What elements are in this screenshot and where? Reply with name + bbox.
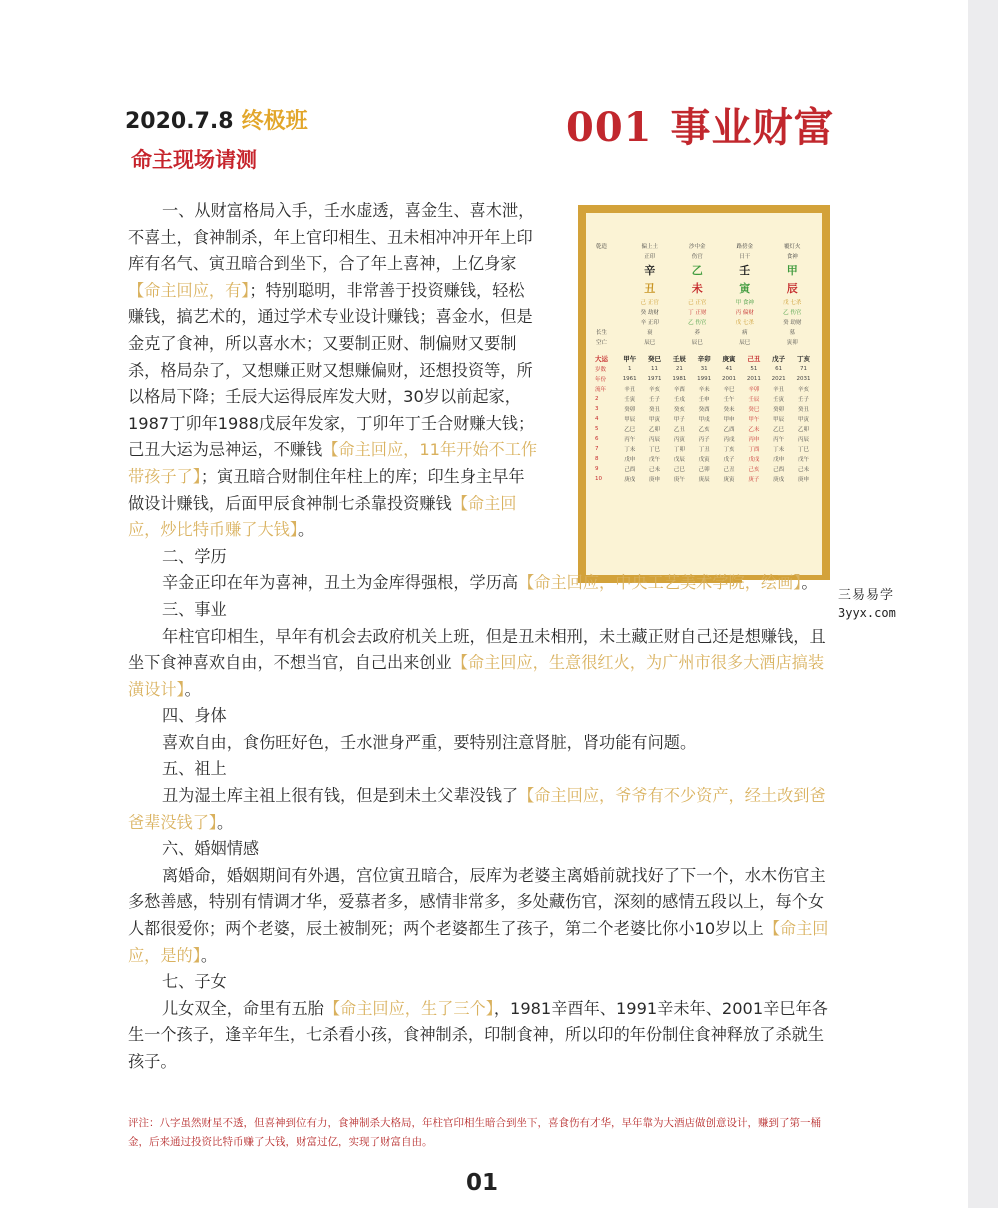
liunian-cell: 乙巳 bbox=[624, 427, 636, 433]
cell: 庚寅 bbox=[722, 355, 736, 363]
s2-end: 。 bbox=[801, 573, 818, 593]
cell: 1991 bbox=[697, 376, 712, 382]
cell: 戊 七杀 bbox=[735, 320, 754, 326]
cell: 辛 正印 bbox=[640, 320, 659, 326]
liunian-cell: 庚寅 bbox=[723, 477, 735, 483]
cell: 辰巳 bbox=[739, 340, 751, 346]
liunian-cell: 4 bbox=[595, 416, 599, 422]
cell: 养 bbox=[694, 330, 701, 336]
right-margin-bar bbox=[968, 0, 998, 1208]
liunian-cell: 壬申 bbox=[698, 397, 710, 403]
s5-reply: 【命主回应，爷爷有不少资产，经土改到爸爸辈没钱了】 bbox=[128, 786, 826, 832]
liunian-cell: 丁酉 bbox=[748, 447, 760, 453]
liunian-cell: 戊申 bbox=[773, 457, 785, 463]
liunian-cell: 丁丑 bbox=[698, 447, 710, 453]
article-body bbox=[128, 198, 832, 1076]
liunian-cell: 流年 bbox=[595, 387, 607, 393]
cell: 食神 bbox=[786, 254, 798, 260]
stem-yi: 乙 bbox=[691, 264, 703, 277]
liunian-cell: 戊子 bbox=[723, 457, 735, 463]
liunian-cell: 丙申 bbox=[748, 437, 760, 443]
cell: 2001 bbox=[722, 376, 736, 382]
liunian-cell: 戊午 bbox=[649, 457, 661, 463]
liunian-cell: 乙亥 bbox=[698, 427, 710, 433]
s1-reply-1: 【命主回应，有】 bbox=[128, 280, 250, 300]
liunian-cell: 癸酉 bbox=[698, 407, 710, 413]
section-4-paragraph: 喜欢自由，食伤旺好色，壬水泄身严重，要特别注意肾脏，肾功能有问题。 bbox=[162, 732, 697, 752]
cell: 墓 bbox=[789, 330, 795, 336]
liunian-cell: 辛亥 bbox=[649, 387, 661, 393]
liunian-cell: 乙丑 bbox=[673, 427, 685, 433]
s1-reply-2: 【命主回应，11年开始不工作带孩子了】 bbox=[128, 440, 538, 486]
liunian-cell: 辛卯 bbox=[748, 387, 760, 393]
liunian-cell: 丙辰 bbox=[798, 437, 810, 443]
cell: 岁数 bbox=[595, 367, 607, 373]
liunian-cell: 8 bbox=[595, 456, 599, 462]
stem-jia: 甲 bbox=[786, 264, 798, 277]
cell: 2031 bbox=[796, 376, 811, 382]
liunian-cell: 2 bbox=[595, 396, 599, 402]
liunian-cell: 甲辰 bbox=[624, 417, 636, 423]
liunian-cell: 9 bbox=[595, 466, 599, 472]
cell: 71 bbox=[800, 366, 808, 372]
liunian-cell: 庚辰 bbox=[698, 477, 710, 483]
s6-text: 离婚命，婚姻期间有外遇，宫位寅丑暗合，辰库为老婆主离婚前就找好了下一个，水木伤官主多愁善感，特别有情调才华，爱慕者多，感情非常多，多处藏伤官，深刻的感情五段以上，每个女人都很爱你；两个老婆，辰土被制死；两个老婆都生了孩子，第二个老婆比你小10岁以上 bbox=[128, 865, 826, 939]
s5-end: 。 bbox=[217, 812, 234, 832]
section-6-paragraph bbox=[128, 863, 832, 969]
s1-text-2: ；特别聪明，非常善于投资赚钱，轻松赚钱，搞艺术的，通过学术专业设计赚钱；喜金水，但是金克了食神，所以喜水木；又要制正财、制偏财又要制杀，格局杂了，又想赚正财又想赚偏财，还想投资等，所以格局下降；壬辰大运得辰库发大财，30岁以前起家，1987丁卯年1988戊辰年发家，丁卯年丁壬合财赚大钱；己丑大运为忌神运，不赚钱 bbox=[128, 280, 535, 460]
liunian-cell: 庚戌 bbox=[773, 477, 785, 483]
cell: 己丑 bbox=[747, 355, 761, 363]
s7-text: 儿女双全，命里有五胎 bbox=[162, 998, 324, 1018]
section-6-heading: 六、婚姻情感 bbox=[162, 839, 260, 859]
cell: 31 bbox=[700, 366, 708, 372]
liunian-cell: 丁巳 bbox=[649, 447, 661, 453]
cell: 51 bbox=[750, 366, 758, 372]
liunian-cell: 辛丑 bbox=[624, 387, 636, 393]
s1-end: 。 bbox=[297, 520, 315, 540]
branch-chou: 丑 bbox=[644, 282, 656, 295]
liunian-cell: 癸未 bbox=[723, 407, 735, 413]
liunian-cell: 壬辰 bbox=[748, 397, 760, 403]
page-title bbox=[566, 96, 835, 153]
s1-text: 一、从财富格局入手，壬水虚透，喜金生、喜木泄，不喜土，食神制杀，年上官印相生、丑未相冲冲开年上印库有名气、寅丑暗合到坐下，合了年上喜神，上亿身家 bbox=[128, 201, 535, 274]
liunian-cell: 5 bbox=[595, 426, 599, 432]
s1-reply-3: 【命主回应，炒比特币赚了大钱】 bbox=[128, 493, 517, 540]
cell: 1971 bbox=[647, 376, 662, 382]
branch-chen: 辰 bbox=[786, 282, 798, 295]
liunian-cell: 己卯 bbox=[698, 467, 710, 473]
liunian-cell: 己酉 bbox=[773, 467, 785, 473]
stem-xin: 辛 bbox=[644, 264, 656, 277]
cell: 衰 bbox=[647, 330, 653, 336]
liunian-cell: 甲午 bbox=[748, 417, 760, 423]
cell: 癸 劫财 bbox=[640, 310, 659, 316]
section-5-heading: 五、祖上 bbox=[162, 759, 227, 779]
section-1-paragraph bbox=[128, 198, 540, 544]
page-number: 01 bbox=[466, 1170, 499, 1196]
liunian-cell: 庚戌 bbox=[624, 477, 636, 483]
liunian-cell: 壬戌 bbox=[673, 397, 685, 403]
cell: 1961 bbox=[622, 376, 637, 382]
liunian-cell: 丙辰 bbox=[649, 437, 661, 443]
cell: 丙 偏财 bbox=[735, 310, 754, 316]
cell: 乾造 bbox=[596, 244, 608, 250]
liunian-cell: 戊申 bbox=[624, 457, 636, 463]
section-3-heading: 三、事业 bbox=[162, 599, 227, 619]
liunian-cell: 癸亥 bbox=[673, 407, 685, 413]
liunian-cell: 己巳 bbox=[673, 467, 685, 473]
date-text: 2020.7.8 bbox=[125, 109, 234, 134]
liunian-cell: 6 bbox=[595, 436, 599, 442]
cell: 辛卯 bbox=[697, 355, 711, 363]
title-text: 事业财富 bbox=[670, 104, 835, 151]
section-5-paragraph bbox=[128, 783, 832, 836]
liunian-cell: 戊午 bbox=[798, 457, 810, 463]
liunian-cell: 甲申 bbox=[723, 417, 735, 423]
watermark-line2: 3yyx.com bbox=[838, 606, 896, 620]
s7-reply: 【命主回应，生了三个】 bbox=[323, 998, 494, 1018]
cell: 乙 伤官 bbox=[688, 320, 707, 326]
cell: 正印 bbox=[644, 254, 656, 260]
liunian-cell: 甲寅 bbox=[798, 417, 810, 423]
cell: 偏上土 bbox=[641, 244, 659, 250]
cell: 2021 bbox=[771, 376, 786, 382]
liunian-cell: 丁亥 bbox=[723, 447, 735, 453]
liunian-cell: 丙寅 bbox=[673, 437, 685, 443]
cell: 己 正官 bbox=[640, 300, 659, 306]
liunian-cell: 3 bbox=[595, 406, 599, 412]
cell: 乙 伤官 bbox=[783, 310, 802, 316]
s3-text: 年柱官印相生，早年有机会去政府机关上班，但是丑未相刑，未土藏正财自己还是想赚钱，且坐下食神喜欢自由，不想当官，自己出来创业 bbox=[128, 626, 826, 673]
section-2-paragraph bbox=[128, 570, 832, 597]
liunian-cell: 7 bbox=[595, 446, 599, 452]
liunian-cell: 辛亥 bbox=[798, 387, 810, 393]
s5-text: 丑为湿土库主祖上很有钱，但是到未土父辈没钱了 bbox=[162, 786, 519, 806]
liunian-cell: 乙卯 bbox=[798, 427, 810, 433]
cell: 21 bbox=[675, 366, 683, 372]
section-7-heading: 七、子女 bbox=[162, 972, 227, 992]
header-date bbox=[125, 104, 308, 135]
cell: 路傍金 bbox=[736, 244, 754, 250]
liunian-cell: 辛巳 bbox=[723, 387, 735, 393]
s6-end: 。 bbox=[200, 945, 218, 965]
liunian-cell: 己未 bbox=[649, 467, 661, 473]
liunian-cell: 丁未 bbox=[624, 447, 636, 453]
liunian-cell: 辛丑 bbox=[773, 387, 785, 393]
cell: 甲 食神 bbox=[735, 300, 754, 306]
cell: 己 正官 bbox=[688, 300, 707, 306]
liunian-cell: 丙子 bbox=[698, 437, 710, 443]
cell: 丁亥 bbox=[797, 355, 811, 363]
branch-wei: 未 bbox=[691, 282, 703, 295]
liunian-cell: 戊戌 bbox=[748, 457, 760, 463]
liunian-cell: 甲子 bbox=[673, 417, 685, 423]
cell: 日干 bbox=[739, 254, 751, 260]
cell: 空亡 bbox=[596, 340, 608, 346]
title-number: 001 bbox=[566, 104, 653, 151]
cell: 沙中金 bbox=[689, 244, 706, 250]
liunian-cell: 丁巳 bbox=[798, 447, 810, 453]
s3-reply: 【命主回应，生意很红火，为广州市很多大酒店搞装潢设计】 bbox=[128, 653, 825, 699]
liunian-cell: 甲戌 bbox=[698, 417, 710, 423]
liunian-cell: 癸卯 bbox=[624, 407, 636, 413]
watermark-line1: 三易易学 bbox=[838, 588, 895, 603]
cell: 戊子 bbox=[772, 355, 786, 363]
liunian-cell: 壬子 bbox=[649, 397, 661, 403]
stem-ren: 壬 bbox=[739, 264, 751, 277]
liunian-cell: 壬子 bbox=[798, 397, 810, 403]
s3-end: 。 bbox=[184, 679, 201, 699]
liunian-cell: 乙未 bbox=[748, 427, 760, 433]
liunian-cell: 癸丑 bbox=[798, 407, 810, 413]
liunian-cell: 戊辰 bbox=[673, 457, 685, 463]
liunian-cell: 丙午 bbox=[773, 437, 785, 443]
liunian-cell: 甲辰 bbox=[773, 417, 785, 423]
section-3-paragraph bbox=[128, 624, 832, 704]
liunian-cell: 庚子 bbox=[748, 477, 760, 483]
liunian-cell: 癸卯 bbox=[773, 407, 785, 413]
liunian-cell: 庚午 bbox=[673, 477, 685, 483]
liunian-cell: 己未 bbox=[798, 467, 810, 473]
cell: 辰巳 bbox=[644, 340, 656, 346]
liunian-cell: 癸丑 bbox=[649, 407, 661, 413]
liunian-cell: 丁卯 bbox=[673, 447, 685, 453]
cell: 年份 bbox=[595, 377, 607, 383]
s7-text-2: ，1981辛酉年、1991辛未年、2001辛巳年各生一个孩子，逢辛年生，七杀看小孩，食神制杀，印制食神，所以印的年份制住食神释放了杀就生孩子。 bbox=[128, 998, 828, 1071]
liunian-cell: 丁未 bbox=[773, 447, 785, 453]
liunian-cell: 辛酉 bbox=[673, 387, 685, 393]
liunian-cell: 己酉 bbox=[624, 467, 636, 473]
liunian-cell: 10 bbox=[595, 476, 602, 482]
cell: 寅卯 bbox=[786, 340, 798, 346]
commentary-note: 评注：八字虽然财星不透，但喜神到位有力，食神制杀大格局，年柱官印相生暗合到坐下，喜食伤有才华，早年靠为大酒店做创意设计，赚到了第一桶金，后来通过投资比特币赚了大钱，财富过亿，实现了财富自由。 bbox=[128, 1117, 821, 1148]
cell: 丁 正财 bbox=[688, 310, 707, 316]
section-2-heading: 二、学历 bbox=[162, 546, 227, 566]
cell: 1 bbox=[627, 366, 632, 372]
liunian-cell: 乙卯 bbox=[649, 427, 661, 433]
liunian-cell: 壬午 bbox=[723, 397, 735, 403]
liunian-cell: 丙戌 bbox=[723, 437, 735, 443]
cell: 癸巳 bbox=[648, 355, 662, 363]
liunian-cell: 甲寅 bbox=[649, 417, 661, 423]
cell: 伤官 bbox=[691, 254, 703, 260]
liunian-cell: 癸巳 bbox=[748, 407, 760, 413]
cell: 11 bbox=[651, 366, 659, 372]
cell: 大运 bbox=[595, 355, 608, 363]
liunian-cell: 乙酉 bbox=[723, 427, 735, 433]
cell: 61 bbox=[775, 366, 783, 372]
liunian-cell: 庚申 bbox=[798, 477, 810, 483]
cell: 覆灯火 bbox=[783, 244, 801, 250]
liunian-cell: 戊寅 bbox=[698, 457, 710, 463]
cell: 1981 bbox=[672, 376, 687, 382]
cell: 戊 七杀 bbox=[783, 300, 802, 306]
cell: 癸 劫财 bbox=[783, 320, 802, 326]
branch-yin: 寅 bbox=[739, 282, 751, 295]
liunian-cell: 辛未 bbox=[698, 387, 710, 393]
s2-reply: 【命主回应，中央工艺美术学院，绘画】 bbox=[518, 573, 802, 593]
section-4-heading: 四、身体 bbox=[162, 706, 227, 726]
section-7-paragraph bbox=[128, 996, 832, 1076]
s6-reply: 【命主回应，是的】 bbox=[128, 919, 829, 965]
cell: 辰巳 bbox=[691, 340, 703, 346]
cell: 长生 bbox=[596, 330, 608, 336]
liunian-cell: 己亥 bbox=[748, 467, 760, 473]
liunian-cell: 壬寅 bbox=[773, 397, 785, 403]
liunian-cell: 庚申 bbox=[649, 477, 661, 483]
liunian-cell: 乙巳 bbox=[773, 427, 785, 433]
liunian-cell: 己丑 bbox=[723, 467, 735, 473]
cell: 2011 bbox=[746, 376, 761, 382]
s1-text-3: ；寅丑暗合财制住年柱上的库；印生身主早年做设计赚钱，后面甲辰食神制七杀靠投资赚钱 bbox=[128, 466, 525, 513]
page-subtitle: 命主现场请测 bbox=[131, 148, 257, 172]
cell: 甲午 bbox=[623, 355, 637, 363]
liunian-cell: 壬寅 bbox=[624, 397, 636, 403]
s2-text: 辛金正印在年为喜神，丑土为金库得强根，学历高 bbox=[162, 573, 519, 593]
cell: 41 bbox=[725, 366, 733, 372]
liunian-cell: 丙午 bbox=[624, 437, 636, 443]
cell: 病 bbox=[742, 330, 748, 336]
cell: 壬辰 bbox=[672, 355, 686, 363]
class-name: 终极班 bbox=[241, 109, 308, 134]
